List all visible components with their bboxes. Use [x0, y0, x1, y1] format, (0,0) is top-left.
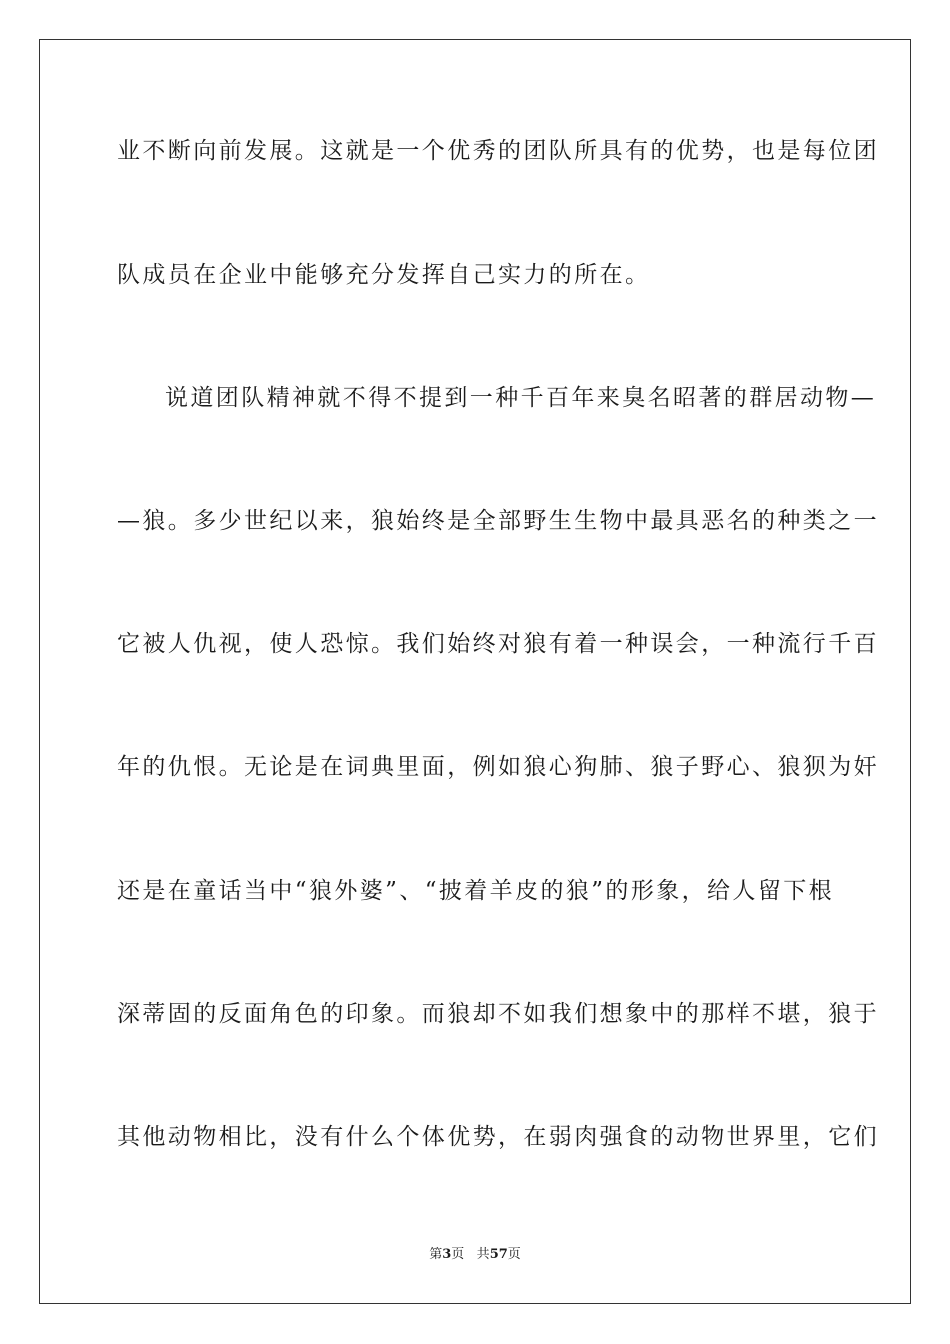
paragraph-line: 其他动物相比，没有什么个体优势，在弱肉强食的动物世界里，它们	[117, 1124, 879, 1150]
paragraph-line: 年的仇恨。无论是在词典里面，例如狼心狗肺、狼子野心、狼狈为奸	[117, 754, 879, 780]
current-page-number: 3	[442, 1247, 452, 1262]
total-page-count: 57	[489, 1247, 508, 1262]
footer-total-prefix: 共	[476, 1247, 490, 1262]
paragraph-line: —狼。多少世纪以来，狼始终是全部野生生物中最具恶名的种类之一	[117, 508, 879, 534]
footer-page-suffix: 页	[451, 1247, 465, 1262]
paragraph-line: 说道团队精神就不得不提到一种千百年来臭名昭著的群居动物—	[165, 385, 877, 411]
footer-total-suffix: 页	[507, 1247, 521, 1262]
paragraph-line: 业不断向前发展。这就是一个优秀的团队所具有的优势，也是每位团	[117, 138, 879, 164]
paragraph-line: 队成员在企业中能够充分发挥自己实力的所在。	[117, 262, 651, 288]
paragraph-line: 还是在童话当中“狼外婆”、“披着羊皮的狼”的形象，给人留下根	[117, 878, 835, 904]
footer-prefix: 第	[429, 1247, 443, 1262]
paragraph-line: 它被人仇视，使人恐惊。我们始终对狼有着一种误会，一种流行千百	[117, 631, 879, 657]
page-border	[39, 39, 911, 1304]
paragraph-line: 深蒂固的反面角色的印象。而狼却不如我们想象中的那样不堪，狼于	[117, 1001, 879, 1027]
page-footer	[0, 1246, 950, 1264]
